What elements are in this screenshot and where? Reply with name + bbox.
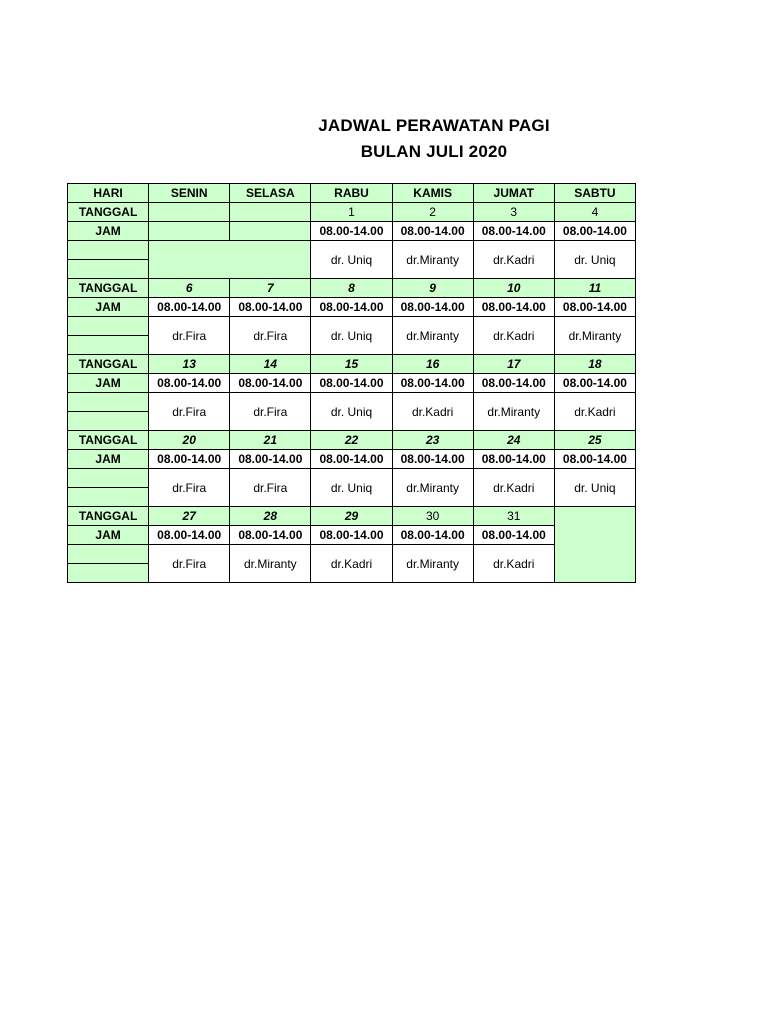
date-cell: 18 <box>554 355 635 374</box>
day-header-senin: SENIN <box>149 184 230 203</box>
doctor-cell: dr.Fira <box>149 393 230 431</box>
date-cell <box>230 203 311 222</box>
date-cell: 30 <box>392 507 473 526</box>
empty-saturday-cell <box>554 507 635 583</box>
hour-cell: 08.00-14.00 <box>230 374 311 393</box>
date-cell <box>149 203 230 222</box>
date-cell: 1 <box>311 203 392 222</box>
hour-cell: 08.00-14.00 <box>392 450 473 469</box>
header-row <box>68 184 636 203</box>
date-cell: 9 <box>392 279 473 298</box>
date-cell: 2 <box>392 203 473 222</box>
hour-cell: 08.00-14.00 <box>149 298 230 317</box>
document-title: JADWAL PERAWATAN PAGI <box>318 116 550 135</box>
hari-label: HARI <box>68 184 149 203</box>
blank-label-cell <box>68 260 149 279</box>
doctor-cell: dr.Kadri <box>473 317 554 355</box>
doctor-cell: dr.Kadri <box>473 241 554 279</box>
doctor-cell: dr.Miranty <box>554 317 635 355</box>
week-2-date-row <box>68 279 636 298</box>
blank-label-cell <box>68 488 149 507</box>
date-cell: 14 <box>230 355 311 374</box>
blank-label-cell <box>68 317 149 336</box>
doctor-cell: dr.Miranty <box>473 393 554 431</box>
jam-label: JAM <box>68 222 149 241</box>
hour-cell: 08.00-14.00 <box>311 222 392 241</box>
date-cell: 15 <box>311 355 392 374</box>
week-2-doctor-row-a <box>68 317 636 336</box>
week-4-date-row <box>68 431 636 450</box>
week-4-hour-row <box>68 450 636 469</box>
week-1-hour-row <box>68 222 636 241</box>
date-cell: 3 <box>473 203 554 222</box>
doctor-cell: dr.Miranty <box>392 317 473 355</box>
week-2-hour-row <box>68 298 636 317</box>
hour-cell <box>230 222 311 241</box>
date-cell: 4 <box>554 203 635 222</box>
blank-label-cell <box>68 241 149 260</box>
jam-label: JAM <box>68 374 149 393</box>
day-header-rabu: RABU <box>311 184 392 203</box>
date-cell: 10 <box>473 279 554 298</box>
hour-cell: 08.00-14.00 <box>149 526 230 545</box>
doctor-cell: dr.Miranty <box>392 241 473 279</box>
doctor-cell: dr.Miranty <box>392 469 473 507</box>
jam-label: JAM <box>68 526 149 545</box>
hour-cell: 08.00-14.00 <box>311 526 392 545</box>
date-cell: 24 <box>473 431 554 450</box>
hour-cell: 08.00-14.00 <box>554 450 635 469</box>
doctor-cell: dr.Fira <box>149 317 230 355</box>
doctor-cell: dr.Fira <box>230 317 311 355</box>
date-cell: 21 <box>230 431 311 450</box>
hour-cell: 08.00-14.00 <box>473 374 554 393</box>
tanggal-label: TANGGAL <box>68 279 149 298</box>
doctor-cell: dr.Fira <box>230 393 311 431</box>
tanggal-label: TANGGAL <box>68 355 149 374</box>
hour-cell: 08.00-14.00 <box>230 450 311 469</box>
doctor-cell: dr.Kadri <box>473 469 554 507</box>
hour-cell: 08.00-14.00 <box>230 526 311 545</box>
date-cell: 28 <box>230 507 311 526</box>
hour-cell: 08.00-14.00 <box>554 374 635 393</box>
date-cell: 20 <box>149 431 230 450</box>
doctor-cell: dr. Uniq <box>311 393 392 431</box>
hour-cell: 08.00-14.00 <box>473 222 554 241</box>
hour-cell: 08.00-14.00 <box>311 450 392 469</box>
tanggal-label: TANGGAL <box>68 507 149 526</box>
doctor-cell: dr.Fira <box>149 469 230 507</box>
day-header-kamis: KAMIS <box>392 184 473 203</box>
jam-label: JAM <box>68 450 149 469</box>
week-3-date-row <box>68 355 636 374</box>
date-cell: 23 <box>392 431 473 450</box>
date-cell: 25 <box>554 431 635 450</box>
hour-cell: 08.00-14.00 <box>554 222 635 241</box>
week-3-hour-row <box>68 374 636 393</box>
hour-cell: 08.00-14.00 <box>392 222 473 241</box>
doctor-cell: dr.Miranty <box>392 545 473 583</box>
date-cell: 16 <box>392 355 473 374</box>
doctor-cell: dr.Kadri <box>392 393 473 431</box>
hour-cell: 08.00-14.00 <box>392 526 473 545</box>
doctor-cell: dr.Miranty <box>230 545 311 583</box>
date-cell: 29 <box>311 507 392 526</box>
hour-cell: 08.00-14.00 <box>311 298 392 317</box>
week-1-doctor-row-a <box>68 241 636 260</box>
date-cell: 8 <box>311 279 392 298</box>
week-1-date-row <box>68 203 636 222</box>
jam-label: JAM <box>68 298 149 317</box>
doctor-cell: dr. Uniq <box>554 241 635 279</box>
doctor-cell: dr.Fira <box>230 469 311 507</box>
doctor-cell: dr. Uniq <box>311 241 392 279</box>
empty-merged-cell <box>149 241 311 279</box>
hour-cell: 08.00-14.00 <box>554 298 635 317</box>
hour-cell: 08.00-14.00 <box>392 298 473 317</box>
blank-label-cell <box>68 336 149 355</box>
date-cell: 13 <box>149 355 230 374</box>
date-cell: 17 <box>473 355 554 374</box>
date-cell: 6 <box>149 279 230 298</box>
week-5-hour-row <box>68 526 636 545</box>
document-subtitle: BULAN JULI 2020 <box>360 142 508 161</box>
week-3-doctor-row-a <box>68 393 636 412</box>
hour-cell: 08.00-14.00 <box>149 450 230 469</box>
doctor-cell: dr. Uniq <box>554 469 635 507</box>
schedule-table <box>67 183 636 583</box>
day-header-selasa: SELASA <box>230 184 311 203</box>
hour-cell: 08.00-14.00 <box>473 526 554 545</box>
doctor-cell: dr.Fira <box>149 545 230 583</box>
week-5-doctor-row-a <box>68 545 636 564</box>
day-header-sabtu: SABTU <box>554 184 635 203</box>
hour-cell: 08.00-14.00 <box>473 298 554 317</box>
hour-cell: 08.00-14.00 <box>392 374 473 393</box>
day-header-jumat: JUMAT <box>473 184 554 203</box>
doctor-cell: dr.Kadri <box>311 545 392 583</box>
blank-label-cell <box>68 545 149 564</box>
doctor-cell: dr. Uniq <box>311 317 392 355</box>
hour-cell: 08.00-14.00 <box>473 450 554 469</box>
blank-label-cell <box>68 469 149 488</box>
week-5-date-row <box>68 507 636 526</box>
date-cell: 11 <box>554 279 635 298</box>
date-cell: 31 <box>473 507 554 526</box>
doctor-cell: dr.Kadri <box>473 545 554 583</box>
hour-cell <box>149 222 230 241</box>
tanggal-label: TANGGAL <box>68 203 149 222</box>
doctor-cell: dr.Kadri <box>554 393 635 431</box>
week-4-doctor-row-a <box>68 469 636 488</box>
date-cell: 7 <box>230 279 311 298</box>
tanggal-label: TANGGAL <box>68 431 149 450</box>
hour-cell: 08.00-14.00 <box>149 374 230 393</box>
date-cell: 27 <box>149 507 230 526</box>
date-cell: 22 <box>311 431 392 450</box>
doctor-cell: dr. Uniq <box>311 469 392 507</box>
hour-cell: 08.00-14.00 <box>230 298 311 317</box>
hour-cell: 08.00-14.00 <box>311 374 392 393</box>
blank-label-cell <box>68 412 149 431</box>
blank-label-cell <box>68 564 149 583</box>
blank-label-cell <box>68 393 149 412</box>
